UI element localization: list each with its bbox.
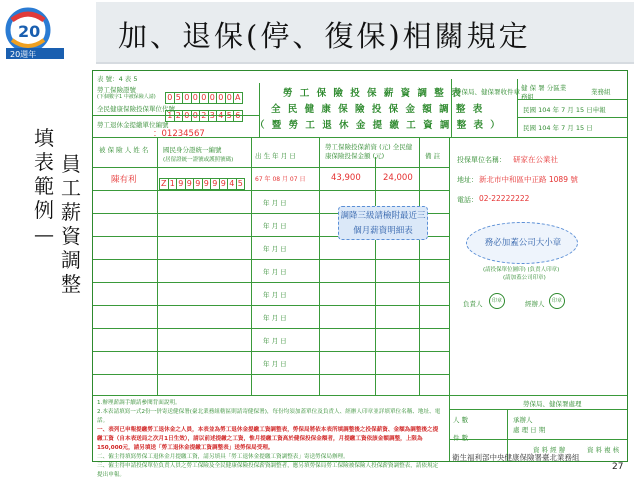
empty-row-date: 年 月 日	[263, 245, 287, 253]
col-insured-name: 被 保 險 人 姓 名	[99, 146, 149, 154]
note-1: 1.辦理薪調手續請參閱背面說明。	[97, 400, 181, 406]
labor-no-sublabel: (下個數字1 中被保險人請)	[97, 94, 156, 100]
side-char: 員	[61, 152, 81, 176]
digit: 0	[199, 92, 209, 104]
digit: 9	[193, 178, 203, 190]
form-title-1: 勞 工 保 險 投 保 薪 資 調 整 表	[283, 88, 463, 99]
digit: 9	[185, 178, 195, 190]
stamp-note: (請投保單位圖印) (負責人印章)	[483, 267, 560, 273]
svg-text:20: 20	[18, 22, 41, 41]
empty-row-date: 年 月 日	[263, 199, 287, 207]
page-number: 27	[612, 462, 624, 472]
digit: 5	[225, 110, 235, 122]
officer-label: 承辦人	[513, 416, 533, 424]
form-title-2: 全 民 健 康 保 險 投 保 金 額 調 整 表	[271, 104, 485, 115]
process-date-label: 處 理 日 期	[513, 426, 546, 434]
digit: 6	[233, 110, 243, 122]
digit: 0	[216, 92, 226, 104]
digit: 0	[208, 92, 218, 104]
phone-label: 電話：	[457, 196, 478, 204]
digit: 5	[236, 178, 246, 190]
empty-row-date: 年 月 日	[263, 291, 287, 299]
labor-no-digits	[165, 85, 242, 104]
case-count-label: 件 數	[453, 434, 469, 442]
side-char: 例	[34, 198, 54, 222]
digit: A	[233, 92, 243, 104]
employer-address: 新北市中和區中正路 1089 號	[479, 175, 578, 184]
digit: 0	[225, 92, 235, 104]
digit: 5	[174, 92, 184, 104]
col-id-sub: (居留證統一證號或護照號碼)	[163, 157, 234, 163]
digit: 0	[165, 92, 175, 104]
digit: 0	[191, 110, 201, 122]
employer-phone: 02-22222222	[479, 194, 530, 203]
note-2: 2.本表請填寫一式2份一併寄送健保署(臺北業務組轄區則請寄健保署)，每份均須加蓋單位及負責人、經辦人印章並詳填單位名稱、地址、電話。	[97, 409, 441, 424]
callout-line-1: 調降三級請檢附最近三	[340, 211, 426, 221]
digit: 3	[208, 110, 218, 122]
row-birth: 67 年 08 月 07 日	[255, 176, 306, 183]
business-group-label: 業務組	[591, 88, 611, 96]
logo-caption: 20週年	[10, 50, 37, 59]
data-handler-label: 資 料 經 辦	[533, 446, 566, 454]
col-note: 備 註	[425, 152, 441, 160]
col-birth: 出 生 年 月 日	[255, 152, 296, 160]
digit: 9	[202, 178, 212, 190]
processing-label: 勞保局、健保署處理	[523, 400, 582, 408]
col-salary: 勞工保險投保薪資 (元) 全民健康保險投保金額 (元)	[325, 143, 413, 160]
stamp-note-2: (請加蓋公司印章)	[503, 275, 546, 281]
side-char: 整	[61, 272, 81, 296]
health-no-digits	[165, 103, 242, 122]
date-effective: 民國 104 年 7 月 15 日	[523, 124, 593, 132]
digit: 2	[199, 110, 209, 122]
branch-label: 健 保 署 分區業務組	[521, 84, 567, 101]
data-review-label: 資 料 複 核	[587, 446, 620, 454]
side-char: 資	[61, 224, 81, 248]
digit: 4	[216, 110, 226, 122]
employer-name: 研家在公業社	[513, 155, 558, 164]
side-char: 工	[61, 176, 81, 200]
empty-row-date: 年 月 日	[263, 337, 287, 345]
digit: 1	[165, 110, 175, 122]
digit: 2	[174, 110, 184, 122]
row-insured-name: 陳有利	[111, 175, 137, 185]
digit: 9	[219, 178, 229, 190]
responsible-seal: 印章	[489, 293, 505, 309]
digit: 9	[210, 178, 220, 190]
side-char: 填	[34, 126, 54, 150]
empty-row-date: 年 月 日	[263, 222, 287, 230]
side-char: 薪	[61, 200, 81, 224]
footer-agency: 衛生福利部中央健康保險署臺北業務組	[452, 453, 580, 462]
empty-row-date: 年 月 日	[263, 360, 287, 368]
note-5: 三、僱主得申請投保單位負責人員之勞工保險及全民健康保險投保薪資調整者，應另填勞保局勞工保險被保險人投保薪資調整表，請依規定提出申報。	[97, 463, 439, 478]
col-id-number: 國民身分證統一編號	[163, 146, 222, 154]
side-char: 表	[34, 150, 54, 174]
digit: 1	[168, 178, 178, 190]
digit: 0	[182, 92, 192, 104]
handler-seal: 印章	[549, 293, 565, 309]
side-char: —	[34, 222, 54, 246]
handler-label: 經辦人	[525, 300, 545, 308]
side-label-salary-adjust	[58, 152, 84, 296]
digit: 0	[182, 110, 192, 122]
responsible-label: 負責人	[463, 300, 483, 308]
digit: 0	[191, 92, 201, 104]
digit: 9	[176, 178, 186, 190]
pension-no-label: 勞工退休金提繳單位編號	[97, 121, 169, 129]
side-char: 範	[34, 174, 54, 198]
salary-documents-callout	[338, 206, 428, 240]
callout-line-2: 個月薪資明細表	[353, 226, 413, 236]
form-notes	[97, 399, 443, 480]
date-declared: 民國 104 年 7 月 15 日申報	[523, 106, 606, 114]
pension-no-value: ：01234567	[153, 129, 205, 139]
side-char: 調	[61, 248, 81, 272]
note-red-highlight: 一、表列已申報提繳勞工退休金之人員，本表並為勞工退休金提繳工資調整表，勞保局將依本表所填調整後之投保薪資、金額為調整後之提繳工資（自本表送局之次月1日生效），請以前述提繳之工資，惟月提繳工資高於健保投保金額者，月提繳工資依該金額調整，上限為150,000元，請另填送「勞工退休金提繳工資調整表」送勞保局受理。	[97, 427, 439, 451]
nhi-20th-anniversary-logo	[4, 6, 66, 60]
digit: Z	[159, 178, 169, 190]
labor-no-label: 勞工保險證號	[97, 86, 136, 94]
employer-name-label: 投保單位名稱：	[457, 156, 506, 164]
empty-row-date: 年 月 日	[263, 268, 287, 276]
digit: 4	[227, 178, 237, 190]
row-salary-health: 24,000	[383, 173, 413, 183]
receipt-stamp-label: 勞保局、健保署收件章	[455, 88, 520, 96]
row-id-digits	[159, 171, 244, 190]
page-title: 加、退保(停、復保)相關規定	[118, 19, 531, 53]
side-label-fill-example	[33, 126, 55, 246]
note-4: 二、僱主得填寫勞保工退休金月提繳工資，請另填具「勞工退休金提繳工資調整表」寄送勞保局辦理。	[97, 454, 349, 460]
form-title-3: （ 暨 勞 工 退 休 金 提 繳 工 資 調 整 表 ）	[255, 120, 502, 131]
empty-row-date: 年 月 日	[263, 314, 287, 322]
address-label: 地址：	[457, 176, 478, 184]
form-number: 表 號：4 表 5	[97, 75, 138, 83]
row-salary-labor: 43,900	[331, 173, 361, 183]
count-label: 人 數	[453, 416, 469, 424]
health-no-label: 全民健康保險投保單位代號	[97, 105, 175, 113]
company-stamp-callout: 務必加蓋公司大小章	[484, 238, 562, 248]
